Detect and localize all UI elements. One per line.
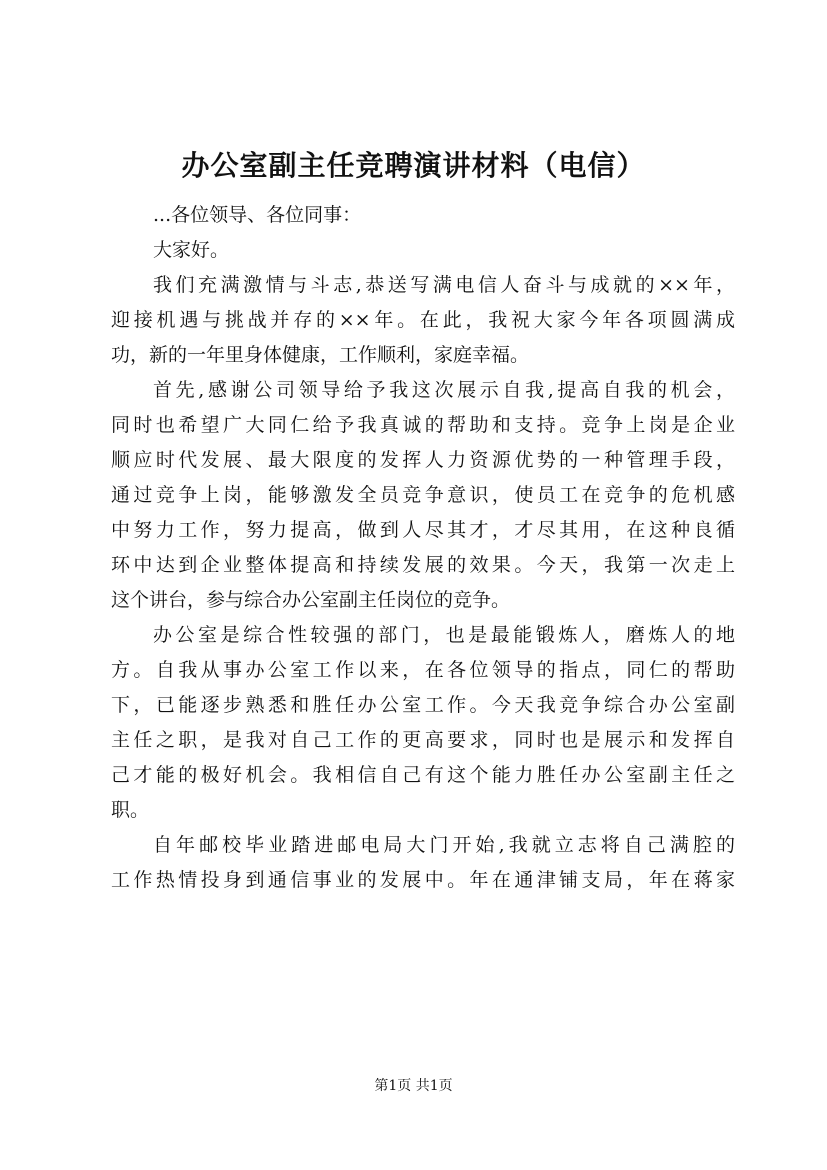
paragraph-2-line-6: 环中达到企业整体提高和持续发展的效果。今天，我第一次走上 bbox=[111, 554, 735, 576]
document-body bbox=[111, 198, 735, 898]
paragraph-3-line-5: 己才能的极好机会。我相信自己有这个能力胜任办公室副主任之 bbox=[111, 764, 735, 786]
paragraph-4-line-1: 自年邮校毕业踏进邮电局大门开始,我就立志将自己满腔的 bbox=[153, 834, 735, 856]
paragraph-1-line-3: 功，新的一年里身体健康，工作顺利，家庭幸福。 bbox=[111, 344, 530, 366]
paragraph-3-line-6: 职。 bbox=[111, 799, 150, 821]
paragraph-2-line-3: 顺应时代发展、最大限度的发挥人力资源优势的一种管理手段， bbox=[111, 449, 735, 471]
paragraph-2-line-7: 这个讲台，参与综合办公室副主任岗位的竞争。 bbox=[111, 589, 511, 611]
paragraph-3-line-3: 下，已能逐步熟悉和胜任办公室工作。今天我竞争综合办公室副 bbox=[111, 694, 735, 716]
paragraph-1-line-2: 迎接机遇与挑战并存的××年。在此，我祝大家今年各项圆满成 bbox=[111, 309, 735, 331]
salutation-line: ...各位领导、各位同事： bbox=[153, 204, 362, 226]
page-number: 第1页 共1页 bbox=[374, 1078, 453, 1094]
paragraph-3-line-4: 主任之职，是我对自己工作的更高要求，同时也是展示和发挥自 bbox=[111, 729, 735, 751]
paragraph-1-line-1: 我们充满激情与斗志,恭送写满电信人奋斗与成就的××年， bbox=[153, 274, 735, 296]
paragraph-3-line-2: 方。自我从事办公室工作以来，在各位领导的指点，同仁的帮助 bbox=[111, 659, 735, 681]
paragraph-2-line-5: 中努力工作，努力提高，做到人尽其才，才尽其用，在这种良循 bbox=[111, 519, 735, 541]
paragraph-2-line-1: 首先,感谢公司领导给予我这次展示自我,提高自我的机会， bbox=[153, 379, 735, 401]
greeting-line: 大家好。 bbox=[153, 239, 230, 261]
document-title: 办公室副主任竞聘演讲材料（电信） bbox=[181, 149, 646, 182]
paragraph-2-line-2: 同时也希望广大同仁给予我真诚的帮助和支持。竞争上岗是企业 bbox=[111, 414, 735, 436]
paragraph-3-line-1: 办公室是综合性较强的部门，也是最能锻炼人，磨炼人的地 bbox=[153, 624, 735, 646]
paragraph-2-line-4: 通过竞争上岗，能够激发全员竞争意识，使员工在竞争的危机感 bbox=[111, 484, 735, 506]
paragraph-4-line-2: 工作热情投身到通信事业的发展中。年在通津铺支局，年在蒋家 bbox=[111, 869, 735, 891]
